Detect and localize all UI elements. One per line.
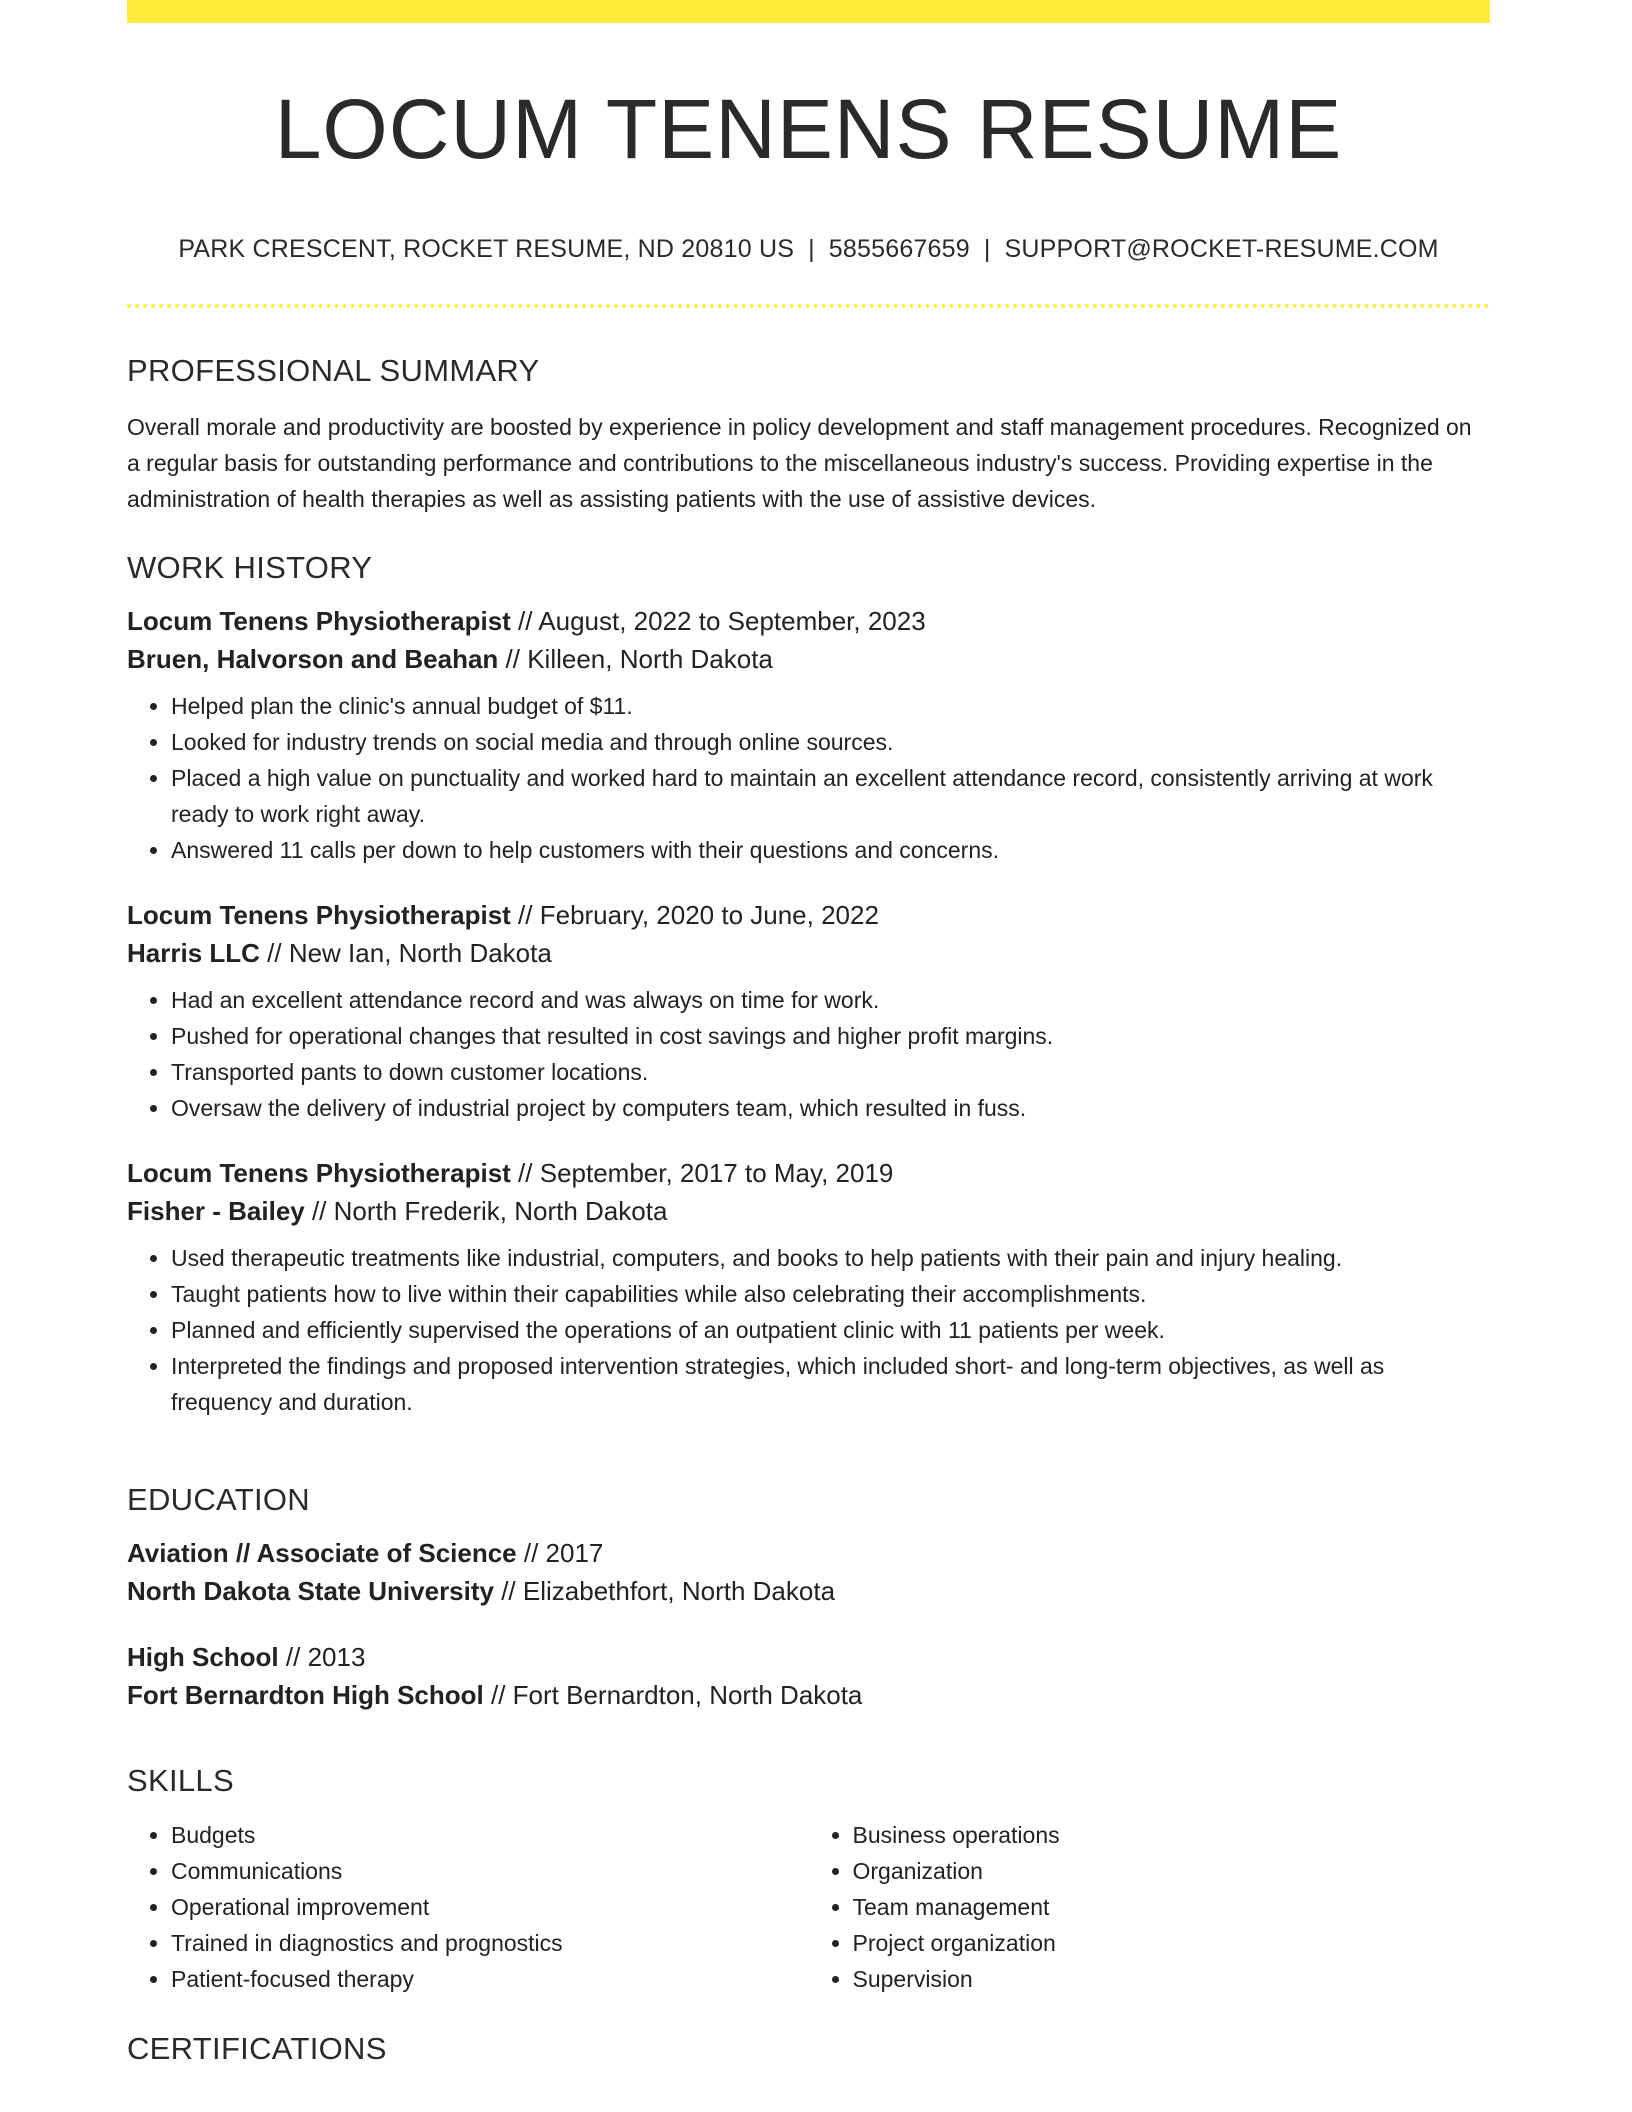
list-item: • Patient-focused therapy [171, 1961, 809, 1997]
section-heading-summary: PROFESSIONAL SUMMARY [127, 353, 540, 388]
list-item: • Team management [853, 1889, 1491, 1925]
list-item: • Placed a high value on punctuality and worked hard to maintain an excellent attendance record, consistently arriving at work ready to work right away. [171, 760, 1490, 832]
contact-separator: | [983, 235, 991, 264]
job-dates: // February, 2020 to June, 2022 [510, 900, 879, 931]
job-entry [127, 602, 1490, 868]
job-company: Harris LLC [127, 938, 260, 969]
job-company: Bruen, Halvorson and Beahan [127, 644, 499, 675]
degree: Aviation // Associate of Science [127, 1538, 517, 1569]
school-location: // Elizabethfort, North Dakota [493, 1576, 836, 1607]
degree: High School [127, 1642, 279, 1673]
section-heading-education: EDUCATION [127, 1482, 310, 1517]
summary-text: Overall morale and productivity are boosted by experience in policy development and staff management procedures. Recognized on a regular basis for outstanding performance and contributions to the miscellaneous industry's success. Providing expertise in the administration of health therapies as well as assisting patients with the use of assistive devices. [127, 414, 1472, 513]
job-entry [127, 1154, 1490, 1420]
job-company-line [127, 1192, 1490, 1230]
list-item: • Transported pants to down customer locations. [171, 1054, 1490, 1090]
skills-list-left [127, 1817, 809, 1997]
school-location: // Fort Bernardton, North Dakota [483, 1680, 863, 1711]
list-item: • Had an excellent attendance record and was always on time for work. [171, 982, 1490, 1018]
job-title: Locum Tenens Physiotherapist [127, 900, 511, 931]
list-item: • Communications [171, 1853, 809, 1889]
job-dates: // August, 2022 to September, 2023 [510, 606, 926, 637]
contact-separator: | [808, 235, 815, 264]
education-entry [127, 1638, 1490, 1714]
degree-line [127, 1534, 1490, 1572]
list-item: • Oversaw the delivery of industrial project by computers team, which resulted in fuss. [171, 1090, 1490, 1126]
job-dates: // September, 2017 to May, 2019 [510, 1158, 894, 1189]
list-item: • Planned and efficiently supervised the operations of an outpatient clinic with 11 patients per week. [171, 1312, 1490, 1348]
job-location: // Killeen, North Dakota [498, 644, 773, 675]
contact-line [127, 235, 1490, 264]
work-history-section [127, 549, 1490, 1420]
school-line [127, 1676, 1490, 1714]
section-heading-work: WORK HISTORY [127, 550, 373, 585]
resume-page [127, 0, 1490, 2066]
summary-section [127, 352, 1490, 517]
education-year: // 2013 [278, 1642, 366, 1673]
job-bullets [127, 688, 1490, 868]
list-item: • Pushed for operational changes that resulted in cost savings and higher profit margins. [171, 1018, 1490, 1054]
skills-list-right [809, 1817, 1491, 1997]
list-item: • Taught patients how to live within their capabilities while also celebrating their accomplishments. [171, 1276, 1490, 1312]
section-heading-certifications: CERTIFICATIONS [127, 2031, 387, 2066]
page-title: LOCUM TENENS RESUME [274, 82, 1343, 176]
school: North Dakota State University [127, 1576, 494, 1607]
job-company-line [127, 640, 1490, 678]
job-location: // New Ian, North Dakota [259, 938, 552, 969]
list-item: • Trained in diagnostics and prognostics [171, 1925, 809, 1961]
list-item: • Used therapeutic treatments like industrial, computers, and books to help patients with their pain and injury healing. [171, 1240, 1490, 1276]
list-item: • Helped plan the clinic's annual budget of $11. [171, 688, 1490, 724]
list-item: • Supervision [853, 1961, 1491, 1997]
list-item: • Answered 11 calls per down to help customers with their questions and concerns. [171, 832, 1490, 868]
job-title: Locum Tenens Physiotherapist [127, 606, 511, 637]
job-bullets [127, 1240, 1490, 1420]
accent-bar [127, 0, 1490, 23]
education-section [127, 1481, 1490, 1714]
certifications-section [127, 2030, 1490, 2067]
job-bullets [127, 982, 1490, 1126]
job-location: // North Frederik, North Dakota [304, 1196, 668, 1227]
job-company-line [127, 934, 1490, 972]
section-heading-skills: SKILLS [127, 1763, 234, 1798]
education-entry [127, 1534, 1490, 1610]
education-year: // 2017 [516, 1538, 604, 1569]
degree-line [127, 1638, 1490, 1676]
list-item: • Organization [853, 1853, 1491, 1889]
school: Fort Bernardton High School [127, 1680, 484, 1711]
job-company: Fisher - Bailey [127, 1196, 305, 1227]
job-title-line [127, 1154, 1490, 1192]
skills-grid [127, 1811, 1490, 1997]
list-item: • Operational improvement [171, 1889, 809, 1925]
skills-section [127, 1762, 1490, 1997]
school-line [127, 1572, 1490, 1610]
email: SUPPORT@ROCKET-RESUME.COM [1004, 235, 1439, 264]
phone: 5855667659 [828, 235, 970, 264]
job-title-line [127, 602, 1490, 640]
job-title: Locum Tenens Physiotherapist [127, 1158, 511, 1189]
list-item: • Budgets [171, 1817, 809, 1853]
address: PARK CRESCENT, ROCKET RESUME, ND 20810 US [178, 235, 795, 264]
list-item: • Looked for industry trends on social media and through online sources. [171, 724, 1490, 760]
job-title-line [127, 896, 1490, 934]
list-item: • Project organization [853, 1925, 1491, 1961]
dotted-divider [127, 304, 1490, 308]
job-entry [127, 896, 1490, 1126]
list-item: • Interpreted the findings and proposed intervention strategies, which included short- and long-term objectives, as well as frequency and duration. [171, 1348, 1490, 1420]
list-item: • Business operations [853, 1817, 1491, 1853]
